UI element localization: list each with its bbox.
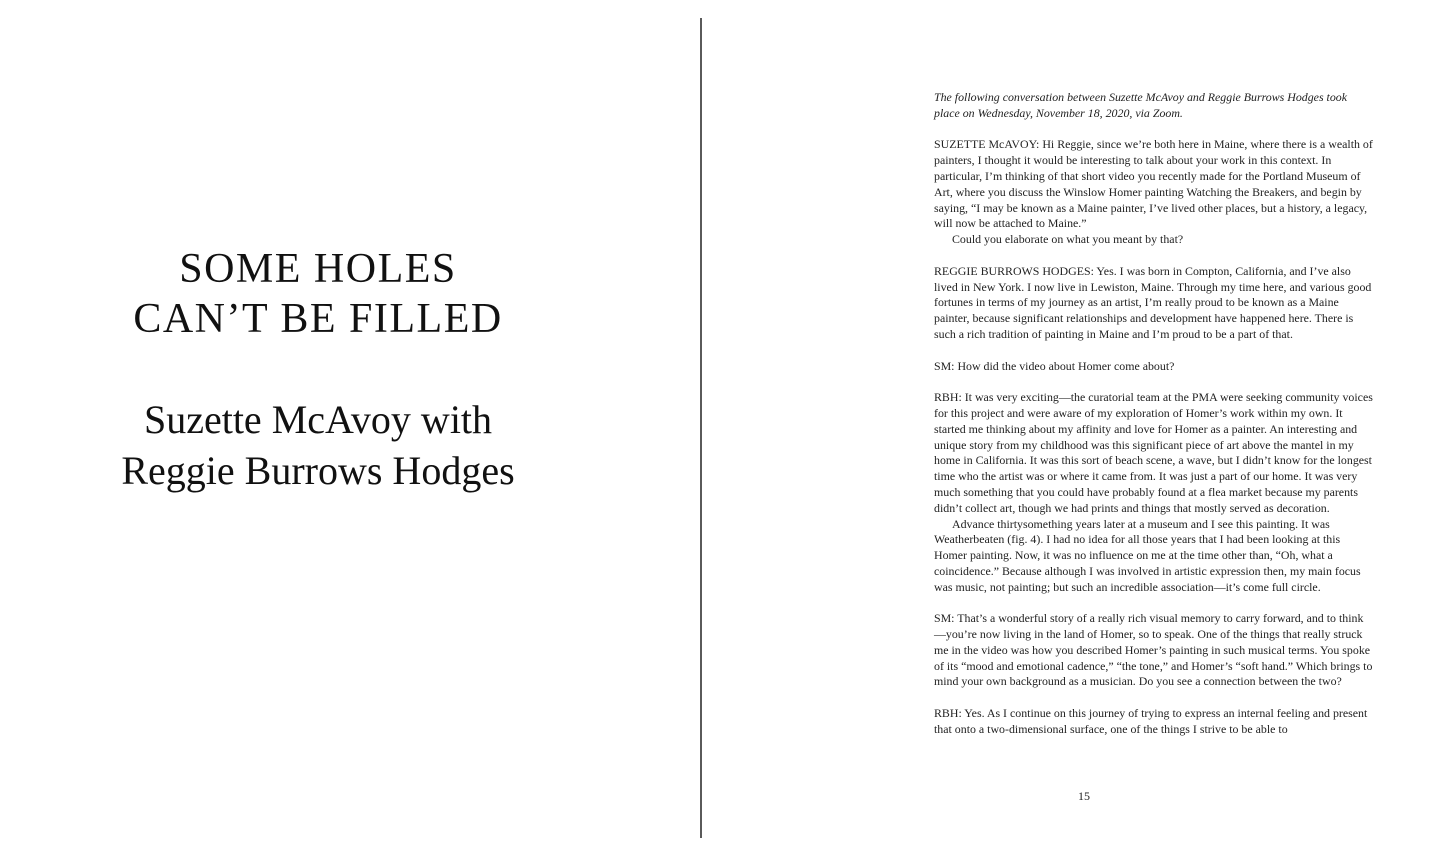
paragraph: REGGIE BURROWS HODGES: Yes. I was born in Compton, California, and I’ve also lived in New York. I now live in Lewiston, Maine. Through my time here, and various good fortunes in terms of my journey as an artist, I’m really proud to be known as a Maine painter, because significant relationships and development have happened here. There is such a rich tradition of painting in Maine and I’m proud to be a part of that.	[934, 263, 1372, 341]
chapter-title-line: SOME HOLES	[179, 246, 457, 292]
page-number: 15	[1078, 789, 1090, 803]
left-page	[0, 0, 700, 846]
paragraph: RBH: Yes. As I continue on this journey of trying to express an internal feeling and present that onto a two-dimensional surface, one of the things I strive to be able to	[934, 706, 1368, 736]
paragraph: Advance thirtysomething years later at a museum and I see this painting. It was Weatherbeaten (fig. 4). I had no idea for all those years that I had been looking at this Homer painting. Now, it was no influence on me at the time other than, “Oh, what a coincidence.” Because although I was involved in artistic expression then, my main focus was music, not painting; but such an incredible association—it’s come full circle.	[934, 516, 1361, 594]
paragraph: SM: How did the video about Homer come about?	[934, 358, 1175, 373]
paragraph: Could you elaborate on what you meant by that?	[952, 232, 1184, 247]
paragraph: RBH: It was very exciting—the curatorial team at the PMA were seeking community voices for this project and were aware of my exploration of Homer’s work within my own. It started me thinking about my affinity and love for Homer as a painter. An interesting and unique story from my childhood was this significant piece of art above the mantel in my home in California. It was this sort of beach scene, a wave, but I didn’t know for the longest time who the artist was or where it came from. It was just a part of our home. It was very much something that you could have probably found at a flea market because my parents didn’t collect art, though we had prints and things that mostly served as decoration.	[934, 390, 1373, 515]
chapter-title	[0, 244, 636, 344]
chapter-authors	[0, 394, 636, 496]
intro-note: The following conversation between Suzette McAvoy and Reggie Burrows Hodges took place on Wednesday, November 18, 2020, via Zoom.	[934, 90, 1348, 120]
chapter-authors-line: Suzette McAvoy with	[143, 397, 493, 442]
paragraph: SM: That’s a wonderful story of a really rich visual memory to carry forward, and to think—you’re now living in the land of Homer, so to speak. One of the things that really struck me in the video was how you described Homer’s painting in such musical terms. You spoke of its “mood and emotional cadence,” “the tone,” and Homer’s “soft hand.” Which brings to mind your own background as a musician. Do you see a connection between the two?	[934, 611, 1373, 689]
paragraph: SUZETTE McAVOY: Hi Reggie, since we’re both here in Maine, where there is a wealth of painters, I thought it would be interesting to talk about your work in this context. In particular, I’m thinking of that short video you recently made for the Portland Museum of Art, where you discuss the Winslow Homer painting Watching the Breakers, and begin by saying, “I may be known as a Maine painter, I’ve lived other places, but a history, a legacy, will now be attached to Maine.”	[934, 137, 1373, 231]
right-page	[702, 0, 1445, 846]
chapter-title-line: CAN’T BE FILLED	[133, 296, 503, 342]
chapter-authors-line: Reggie Burrows Hodges	[121, 448, 515, 493]
interview-text	[934, 90, 1374, 738]
